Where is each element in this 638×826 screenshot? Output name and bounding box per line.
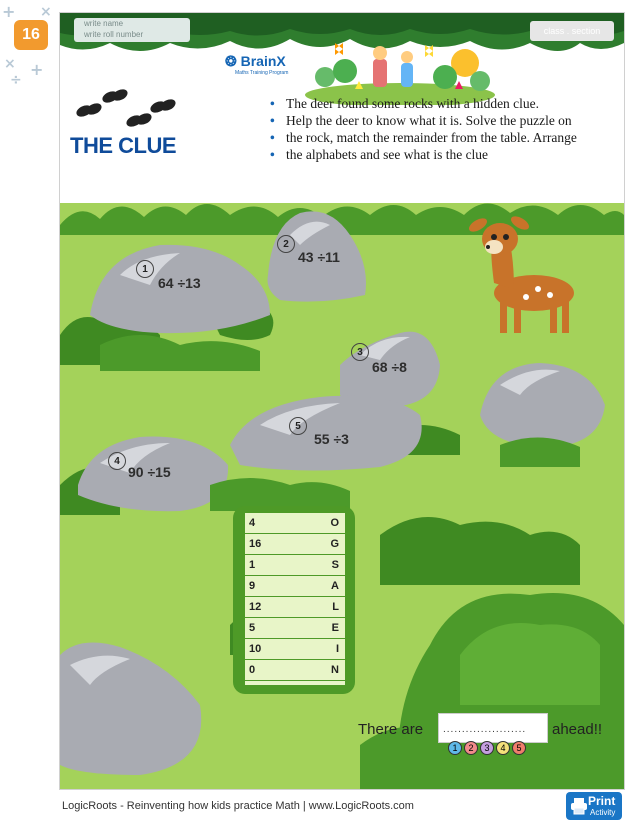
rock-number-5: 5 — [289, 417, 307, 435]
table-row: 9 A — [245, 576, 345, 597]
order-circle-5: 5 — [512, 741, 526, 755]
rock-expression-1: 64 ÷13 — [158, 275, 201, 291]
rock-number-2: 2 — [277, 235, 295, 253]
print-activity-button[interactable] — [566, 792, 622, 820]
table-row: 16 G — [245, 534, 345, 555]
brain-icon: ❂ — [225, 53, 241, 69]
order-circle-2: 2 — [464, 741, 478, 755]
student-name-field[interactable] — [74, 18, 190, 42]
table-row: 10 I — [245, 639, 345, 660]
instruction-line: • the alphabets and see what is the clue — [270, 147, 489, 162]
print-sublabel: Activity — [590, 808, 616, 817]
table-row: 5 E — [245, 618, 345, 639]
table-row: 4 O — [245, 513, 345, 534]
plus-icon: + — [2, 2, 16, 21]
rock-number-1: 1 — [136, 260, 154, 278]
order-circle-1: 1 — [448, 741, 462, 755]
page-number-badge: 16 — [14, 20, 48, 50]
answer-prefix: There are — [358, 721, 424, 738]
table-row: 1 S — [245, 555, 345, 576]
order-circle-3: 3 — [480, 741, 494, 755]
instruction-line: • Help the deer to know what it is. Solve the puzzle on — [270, 113, 572, 128]
footprints-icon — [70, 83, 180, 133]
roll-number-placeholder: write roll number — [84, 30, 144, 39]
instruction-line: • the rock, match the remainder from the table. Arrange — [270, 130, 577, 145]
corner-decoration — [0, 0, 58, 90]
times-icon: × — [4, 56, 16, 72]
plus-icon: + — [30, 60, 44, 79]
instruction-line: • The deer found some rocks with a hidden clue. — [270, 96, 540, 111]
print-label: Print — [588, 794, 616, 808]
rock-expression-4: 90 ÷15 — [128, 464, 171, 480]
class-section-field[interactable]: class . section — [530, 21, 614, 41]
table-row: 0 N — [245, 660, 345, 681]
bullet-icon: • — [270, 130, 275, 145]
bullet-icon: • — [270, 96, 275, 111]
answer-suffix: ahead!! — [552, 721, 603, 738]
rock-number-3: 3 — [351, 343, 369, 361]
footer-text: LogicRoots - Reinventing how kids practice Math | www.LogicRoots.com — [62, 800, 414, 812]
bullet-icon: • — [270, 113, 275, 128]
brand-name: BrainX — [240, 53, 286, 69]
answer-order — [448, 741, 526, 755]
instructions — [268, 95, 598, 163]
rock-expression-3: 68 ÷8 — [372, 359, 407, 375]
table-row: 12 L — [245, 597, 345, 618]
printer-icon — [570, 797, 588, 815]
answer-input[interactable] — [438, 713, 548, 743]
name-placeholder: write name — [84, 19, 124, 28]
remainder-table — [245, 513, 345, 685]
brand-subtitle: Maths Training Program — [235, 70, 289, 76]
rock-expression-5: 55 ÷3 — [314, 431, 349, 447]
bullet-icon: • — [270, 147, 275, 162]
worksheet — [59, 12, 625, 790]
answer-blank: ...................... — [443, 724, 527, 735]
rock-number-4: 4 — [108, 452, 126, 470]
page-title: THE CLUE — [70, 133, 176, 158]
brainx-logo — [225, 53, 288, 76]
divide-icon: ÷ — [10, 72, 22, 88]
times-icon: × — [40, 4, 52, 20]
order-circle-4: 4 — [496, 741, 510, 755]
rock-expression-2: 43 ÷11 — [298, 249, 340, 265]
